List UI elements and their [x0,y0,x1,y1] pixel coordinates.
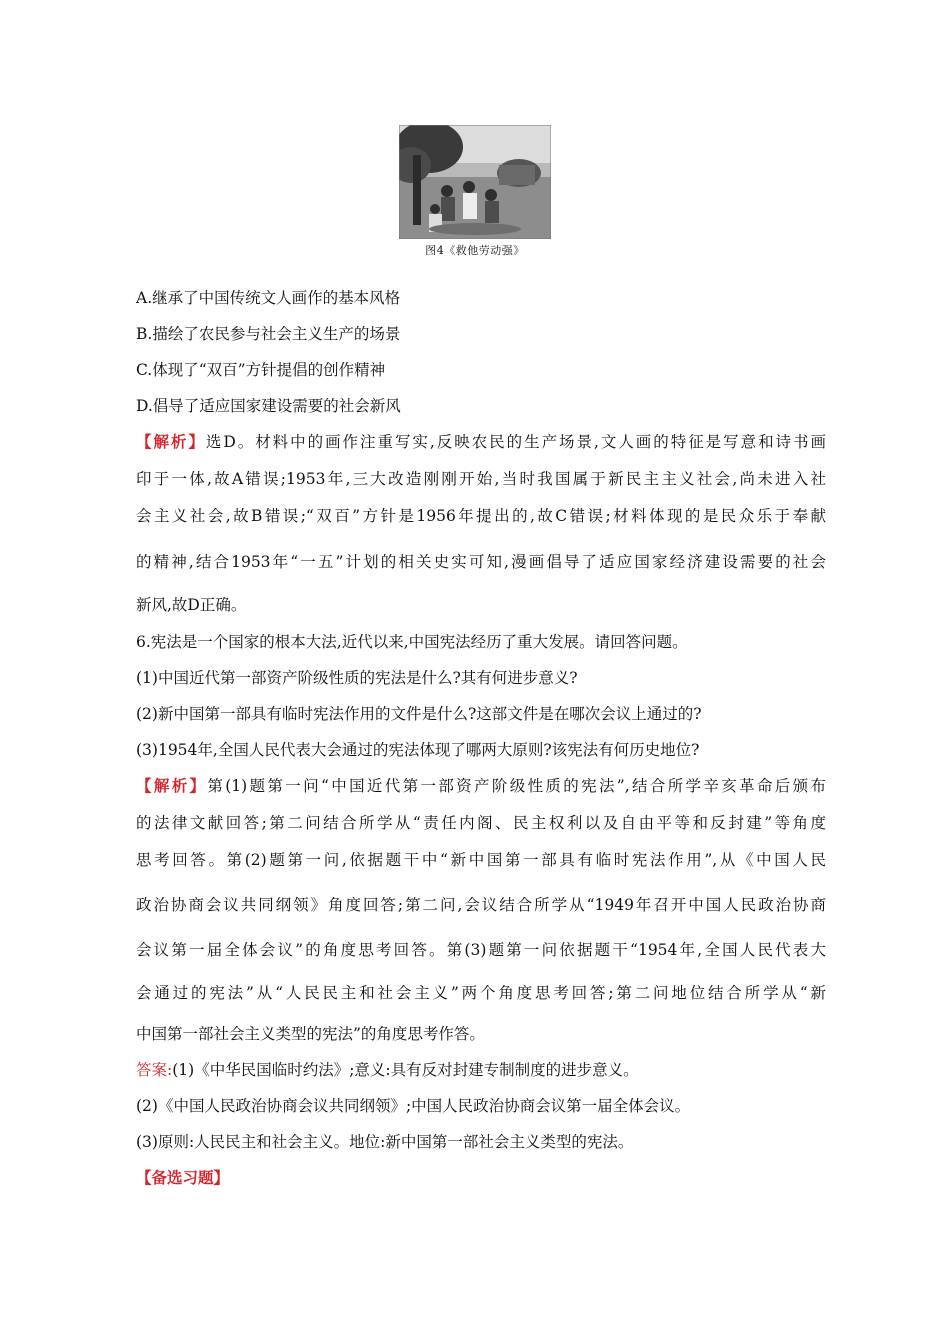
question-6-sub-1: (1)中国近代第一部资产阶级性质的宪法是什么?其有何进步意义? [136,669,578,687]
analysis1-tag: 【解析】 [136,432,206,451]
analysis2-text-1: 第(1)题第一问“中国近代第一部资产阶级性质的宪法”,结合所学辛亥革命后颁布 [207,777,826,795]
illustration-figure [399,125,551,239]
analysis1-line-1 [136,430,826,452]
analysis2-line-1 [136,774,826,796]
option-b: B.描绘了农民参与社会主义生产的场景 [136,325,401,343]
analysis1-text-1: 选D。材料中的画作注重写实,反映农民的生产场景,文人画的特征是写意和诗书画 [205,433,826,451]
farm-scene-illustration [399,125,551,239]
analysis2-line-6: 会通过的宪法”从“人民民主和社会主义”两个角度思考回答;第二问地位结合所学从“新 [136,984,826,1002]
figure-caption: 图4《救他劳动强》 [425,244,525,257]
analysis2-line-4: 政治协商会议共同纲领》角度回答;第二问,会议结合所学从“1949年召开中国人民政治协商 [136,896,826,914]
answer-line-3: (3)原则:人民民主和社会主义。地位:新中国第一部社会主义类型的宪法。 [136,1133,634,1151]
analysis1-line-5: 新风,故D正确。 [136,596,247,614]
analysis2-line-2: 的法律文献回答;第二问结合所学从“责任内阁、民主权利以及自由平等和反封建”等角度 [136,814,826,832]
answer-line-1 [136,1058,826,1080]
option-c: C.体现了“双百”方针提倡的创作精神 [136,361,386,379]
analysis2-tag: 【解析】 [136,776,208,795]
answer-line-2: (2)《中国人民政治协商会议共同纲领》;中国人民政治协商会议第一届全体会议。 [136,1097,691,1115]
option-a: A.继承了中国传统文人画作的基本风格 [136,289,401,307]
answer-label: 答案: [136,1061,173,1079]
analysis2-line-7: 中国第一部社会主义类型的宪法”的角度思考作答。 [136,1025,485,1043]
analysis2-line-3: 思考回答。第(2)题第一问,依据题干中“新中国第一部具有临时宪法作用”,从《中国人民 [136,851,826,869]
question-6-sub-2: (2)新中国第一部具有临时宪法作用的文件是什么?这部文件是在哪次会议上通过的? [136,705,702,723]
analysis2-line-5: 会议第一届全体会议”的角度思考回答。第(3)题第一问依据题干“1954年,全国人民代表大 [136,941,826,959]
analysis1-line-3: 会主义社会,故B错误;“双百”方针是1956年提出的,故C错误;材料体现的是民众乐于奉献 [136,507,826,525]
option-d: D.倡导了适应国家建设需要的社会新风 [136,397,401,415]
backup-questions-heading: 【备选习题】 [136,1168,230,1187]
analysis1-line-4: 的精神,结合1953年“一五”计划的相关史实可知,漫画倡导了适应国家经济建设需要的社会 [136,553,826,571]
question-6-sub-3: (3)1954年,全国人民代表大会通过的宪法体现了哪两大原则?该宪法有何历史地位? [136,741,700,759]
answer-text-1: (1)《中华民国临时约法》;意义:具有反对封建专制制度的进步意义。 [172,1061,639,1079]
analysis1-line-2: 印于一体,故A错误;1953年,三大改造刚刚开始,当时我国属于新民主主义社会,尚未进入社 [136,470,826,488]
question-6-stem: 6.宪法是一个国家的根本大法,近代以来,中国宪法经历了重大发展。请回答问题。 [136,633,688,651]
